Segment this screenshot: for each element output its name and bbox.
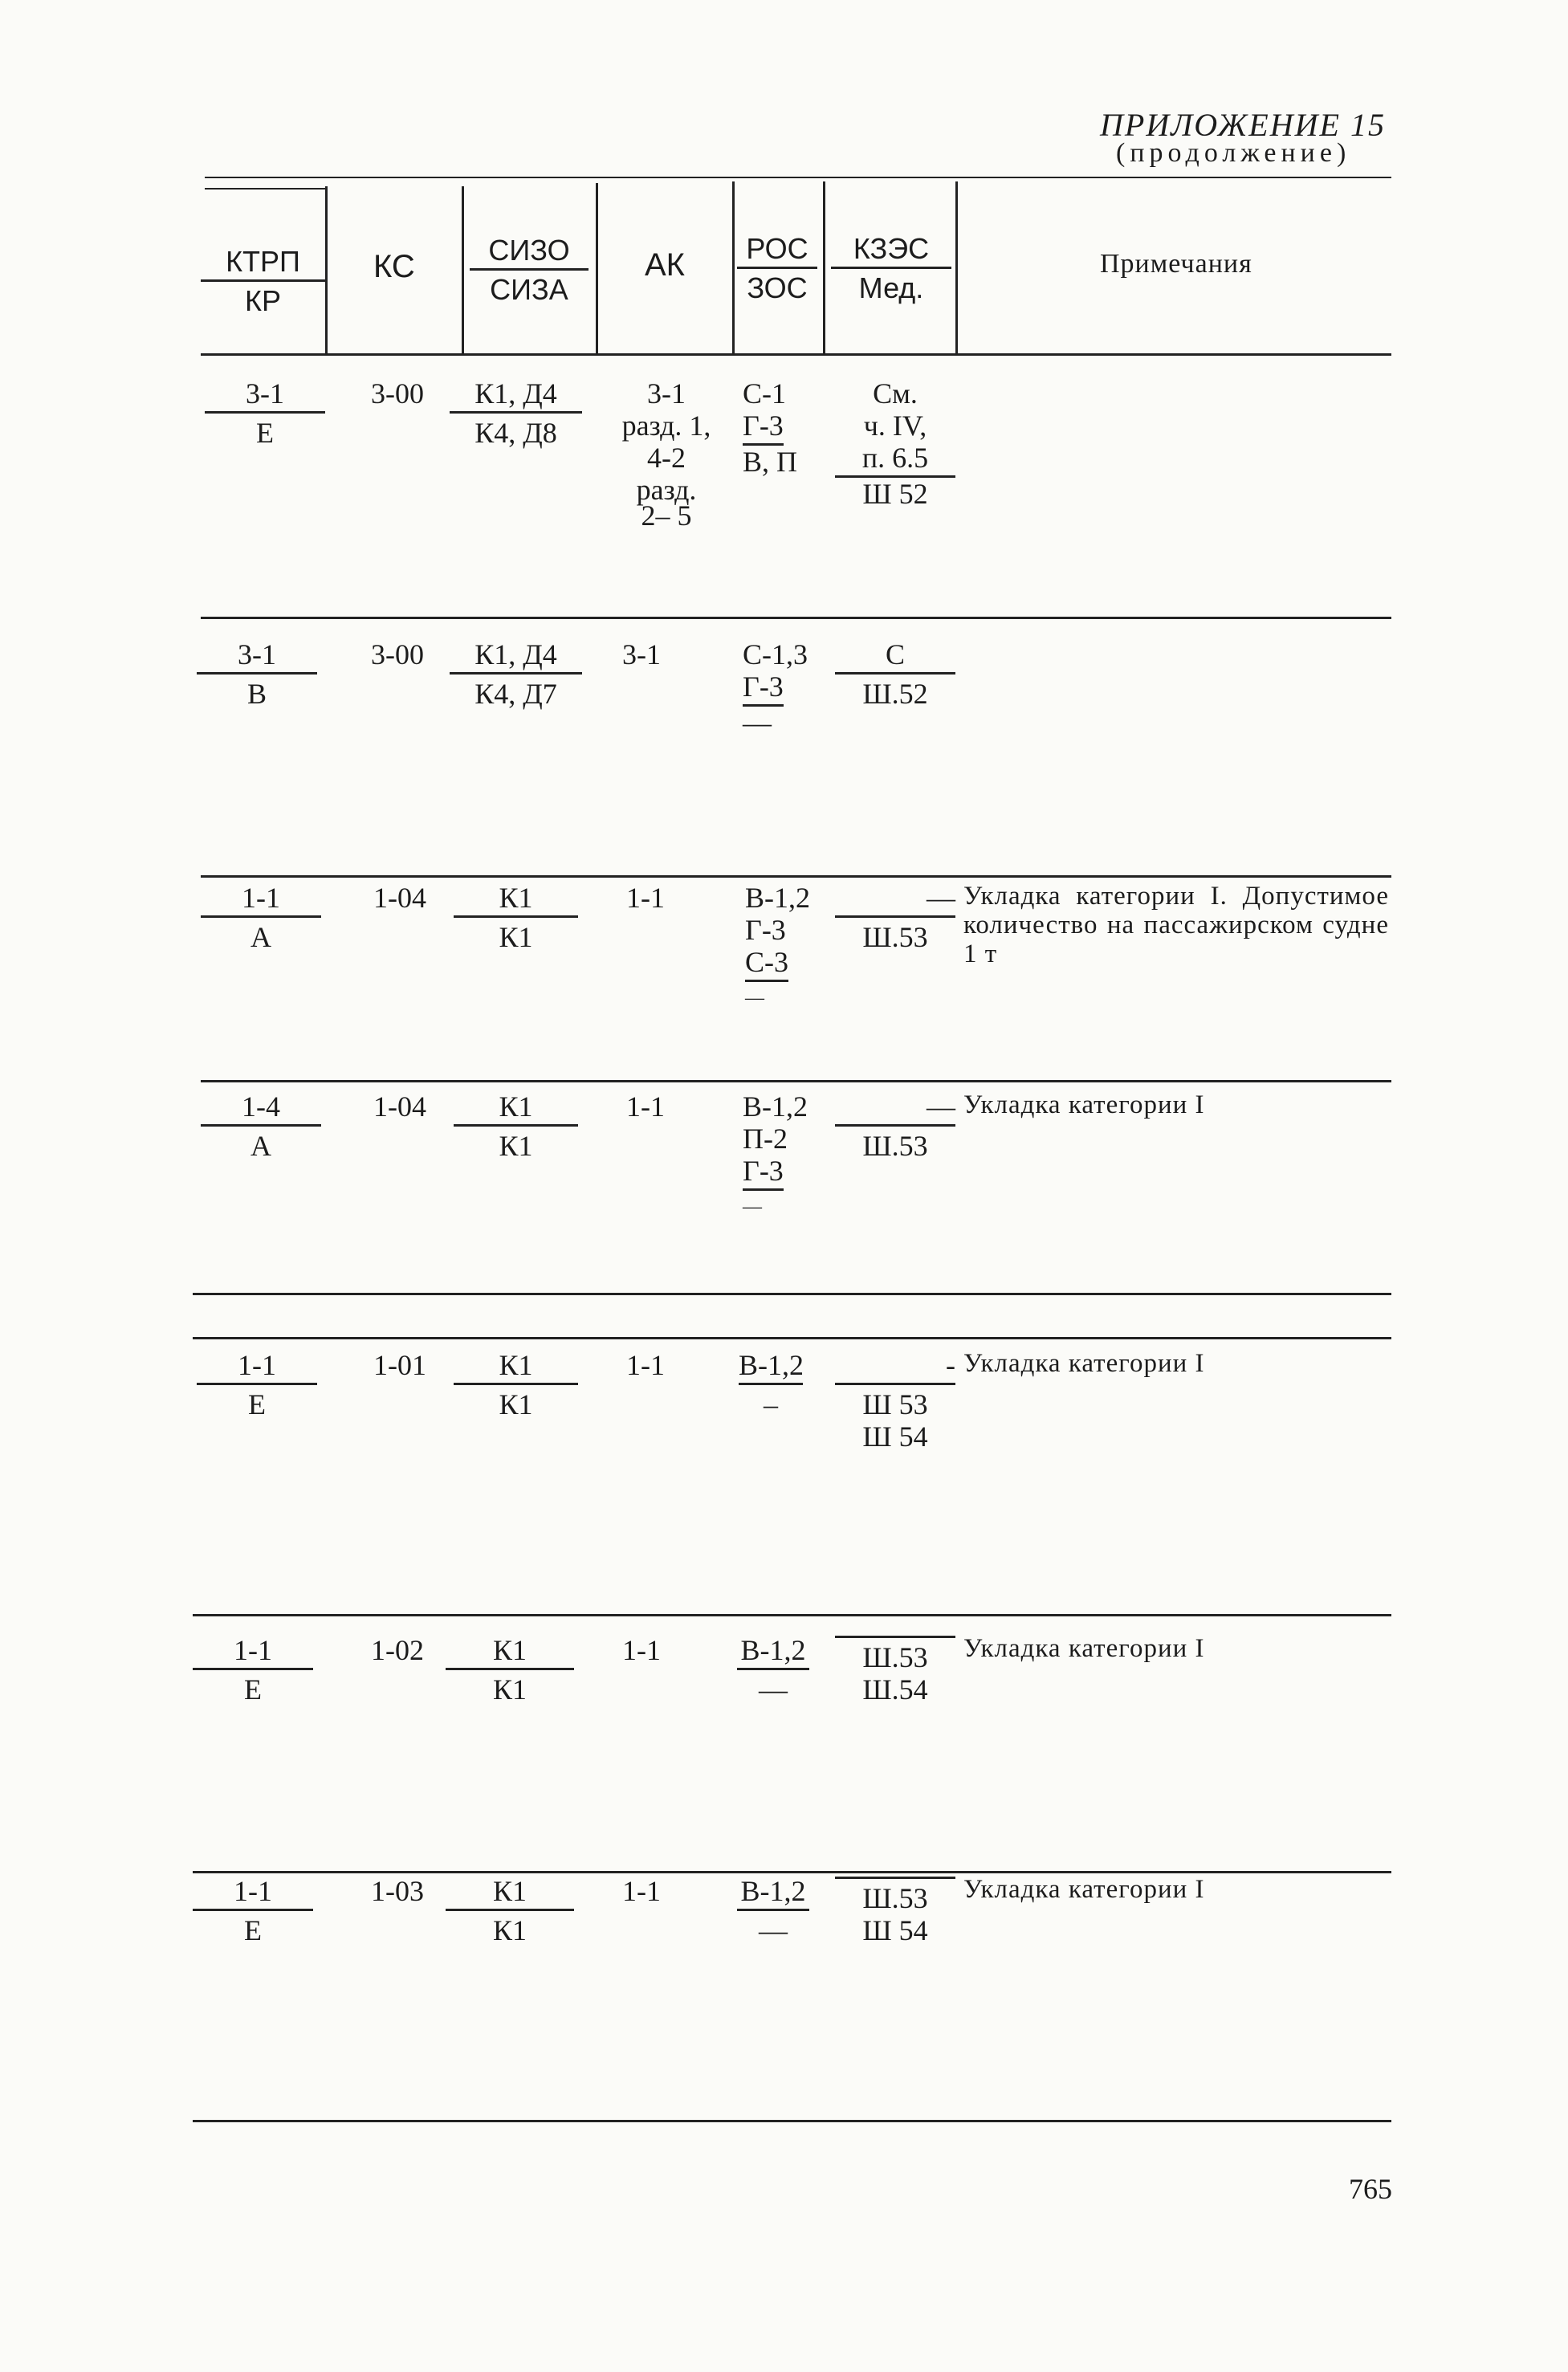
row-3-ak: 1-1 (626, 1090, 665, 1123)
row-2-kr: А (250, 921, 271, 953)
row-6-ros-0: В-1,2 (740, 1875, 806, 1907)
header-ks: КС (373, 249, 415, 284)
row-2-sizo: К1 (499, 882, 533, 914)
row-4-note: Укладка категории I (963, 1349, 1205, 1378)
row-0-ros-0: С-1 (743, 377, 786, 410)
row-6-sizo: К1 (492, 1875, 527, 1907)
row-0-ak-line-1: разд. 1, (621, 410, 711, 442)
row-3-kzes-med (835, 1090, 955, 1162)
row-3-ktrp-kr (201, 1090, 321, 1162)
row-4-separator-a (193, 1293, 1391, 1295)
row-3-ks: 1-04 (373, 1090, 426, 1123)
row-4-sizo-siza (454, 1349, 578, 1420)
row-5-ros-zos (737, 1634, 809, 1706)
row-3-ros-0: В-1,2 (743, 1090, 808, 1123)
row-6-sizo-siza (446, 1875, 574, 1946)
row-4-ktrp-kr (197, 1349, 317, 1420)
header-kr: КР (245, 284, 281, 317)
header-ros-zos (737, 233, 817, 304)
row-1-sizo: К1, Д4 (474, 638, 557, 670)
row-1-zos-0: — (743, 707, 772, 739)
row-1-kzes: С (885, 638, 905, 670)
row-5-ros-0: В-1,2 (740, 1634, 806, 1666)
row-6-top-rule (193, 1871, 1391, 1873)
row-0-kzes-med (835, 377, 955, 510)
row-0-kzes-1: ч. IV, (863, 410, 927, 442)
row-6-ks: 1-03 (371, 1875, 424, 1907)
row-5-siza: К1 (492, 1673, 527, 1706)
header-sizo-siza (470, 234, 589, 306)
row-3-ktrp: 1-4 (242, 1090, 280, 1123)
row-4-ktrp: 1-1 (238, 1349, 276, 1381)
row-4-ros-zos (739, 1349, 803, 1420)
row-3-top-rule (201, 1080, 1391, 1082)
row-1-ros-0: С-1,3 (743, 638, 808, 670)
row-2-zos-0: — (745, 988, 764, 1009)
appendix-title: ПРИЛОЖЕНИЕ 15 (1100, 107, 1386, 143)
row-1-ktrp: 3-1 (238, 638, 276, 670)
row-4-sizo: К1 (499, 1349, 533, 1381)
row-4-ros-0: В-1,2 (739, 1349, 804, 1381)
header-kzes: КЗЭС (853, 232, 930, 265)
row-5-kr: Е (244, 1673, 262, 1706)
row-1-sizo-siza (450, 638, 582, 710)
row-5-ak: 1-1 (622, 1634, 661, 1666)
row-0-ak (610, 377, 723, 532)
row-1-kr: В (246, 678, 267, 710)
row-4-siza: К1 (499, 1388, 533, 1420)
row-2-ktrp-kr (201, 882, 321, 953)
row-3-kr: А (250, 1130, 271, 1162)
row-0-sizo-siza (450, 377, 582, 449)
row-4-med-0: Ш 53 (862, 1388, 928, 1420)
row-6-kzes-med (835, 1875, 955, 1946)
row-2-ros-2: С-3 (745, 946, 788, 982)
row-2-kzes: — (927, 882, 955, 914)
row-0-ak-line-2: 4-2 (647, 442, 686, 474)
row-2-med: Ш.53 (862, 921, 928, 953)
row-0-ros-1: Г-3 (743, 410, 784, 446)
row-5-med-1: Ш.54 (862, 1673, 928, 1706)
header-divider-1 (325, 186, 328, 353)
row-2-top-rule (201, 875, 1391, 878)
row-5-sizo: К1 (492, 1634, 527, 1666)
row-6-ros-zos (737, 1875, 809, 1946)
row-2-note: Укладка категории I. Допустимое количество на пассажирском судне 1 т (963, 882, 1389, 968)
table-top-rule (205, 177, 1391, 178)
row-6-kr: Е (244, 1914, 262, 1946)
row-2-ros-zos (745, 882, 810, 1014)
row-0-siza: К4, Д8 (474, 417, 557, 449)
row-5-kzes-med (835, 1634, 955, 1706)
row-5-ktrp: 1-1 (234, 1634, 272, 1666)
row-2-ros-0: В-1,2 (745, 882, 810, 914)
row-6-ktrp-kr (193, 1875, 313, 1946)
row-5-ktrp-kr (193, 1634, 313, 1706)
row-1-siza: К4, Д7 (474, 678, 557, 710)
row-3-med: Ш.53 (862, 1130, 928, 1162)
row-2-sizo-siza (454, 882, 578, 953)
row-2-ros-1: Г-3 (745, 914, 786, 946)
row-6-siza: К1 (492, 1914, 527, 1946)
row-0-ak-line-3: разд. (636, 474, 697, 506)
header-divider-6 (955, 181, 958, 353)
row-4-kzes-med (835, 1349, 955, 1453)
row-4-kr: Е (248, 1388, 266, 1420)
row-0-kzes-0: См. (873, 377, 918, 410)
row-6-note: Укладка категории I (963, 1875, 1205, 1904)
header-ktrp-kr (201, 246, 325, 317)
row-3-zos-0: — (743, 1196, 762, 1217)
row-5-sizo-siza (446, 1634, 574, 1706)
row-0-zos-0: В, П (743, 446, 798, 478)
row-5-note: Укладка категории I (963, 1634, 1205, 1663)
row-0-ak-line-0: 3-1 (647, 377, 686, 410)
header-divider-3 (596, 183, 598, 353)
row-6-med-0: Ш.53 (862, 1882, 928, 1914)
row-2-ak: 1-1 (626, 882, 665, 914)
row-2-ktrp: 1-1 (242, 882, 280, 914)
page-number: 765 (1349, 2173, 1392, 2205)
row-3-sizo-siza (454, 1090, 578, 1162)
header-divider-2 (462, 186, 464, 353)
row-0-kr: Е (256, 417, 274, 449)
row-6-ak: 1-1 (622, 1875, 661, 1907)
row-1-med: Ш.52 (862, 678, 928, 710)
row-0-ktrp: 3-1 (246, 377, 284, 410)
row-0-med-0: Ш 52 (835, 475, 955, 510)
row-2-ks: 1-04 (373, 882, 426, 914)
row-4-ak: 1-1 (626, 1349, 665, 1381)
row-1-ak: 3-1 (622, 638, 661, 670)
row-1-top-rule (201, 617, 1391, 619)
row-3-note: Укладка категории I (963, 1090, 1205, 1119)
row-1-ktrp-kr (197, 638, 317, 710)
row-0-sizo: К1, Д4 (474, 377, 557, 410)
header-divider-4 (732, 181, 735, 353)
row-4-zos-0: – (764, 1388, 778, 1420)
row-3-ros-zos (743, 1090, 808, 1223)
row-2-kzes-med (835, 882, 955, 953)
row-6-zos-0: — (759, 1914, 788, 1946)
table-top-rule-2 (205, 188, 325, 190)
row-4-top-rule (193, 1337, 1391, 1339)
row-3-ros-2: Г-3 (743, 1155, 784, 1191)
row-5-top-rule (193, 1614, 1391, 1616)
header-notes: Примечания (1100, 249, 1252, 279)
header-divider-5 (823, 181, 825, 353)
row-0-kzes-2: п. 6.5 (861, 442, 929, 474)
row-1-kzes-med (835, 638, 955, 710)
header-med: Мед. (858, 271, 924, 304)
row-2-siza: К1 (499, 921, 533, 953)
row-0-ros-zos (743, 377, 797, 478)
row-3-ros-1: П-2 (743, 1123, 788, 1155)
header-sizo: СИЗО (488, 234, 570, 267)
row-0-ak-line-4: 2– 5 (641, 499, 692, 532)
header-siza: СИЗА (490, 273, 568, 306)
row-5-med-0: Ш.53 (862, 1641, 928, 1673)
row-6-med-1: Ш 54 (862, 1914, 928, 1946)
row-1-ks: 3-00 (371, 638, 424, 670)
row-1-ros-zos (743, 638, 808, 739)
row-5-ks: 1-02 (371, 1634, 424, 1666)
header-ktrp: КТРП (226, 245, 300, 278)
table-bottom-rule (193, 2120, 1391, 2122)
header-bottom-rule (201, 353, 1391, 356)
row-4-ks: 1-01 (373, 1349, 426, 1381)
row-5-zos-0: — (759, 1673, 788, 1706)
header-kzes-med (831, 233, 951, 304)
appendix-subtitle: (продолжение) (1116, 138, 1351, 168)
row-3-kzes: — (927, 1090, 955, 1123)
row-0-ktrp-kr (205, 377, 325, 449)
header-ros: РОС (746, 232, 808, 265)
header-zos: ЗОС (747, 271, 808, 304)
row-4-med-1: Ш 54 (862, 1420, 928, 1453)
row-4-kzes: - (946, 1349, 955, 1381)
header-ak: АК (645, 247, 685, 283)
row-1-ros-1: Г-3 (743, 670, 784, 707)
row-3-siza: К1 (499, 1130, 533, 1162)
row-6-ktrp: 1-1 (234, 1875, 272, 1907)
row-0-ks: 3-00 (371, 377, 424, 410)
row-3-sizo: К1 (499, 1090, 533, 1123)
